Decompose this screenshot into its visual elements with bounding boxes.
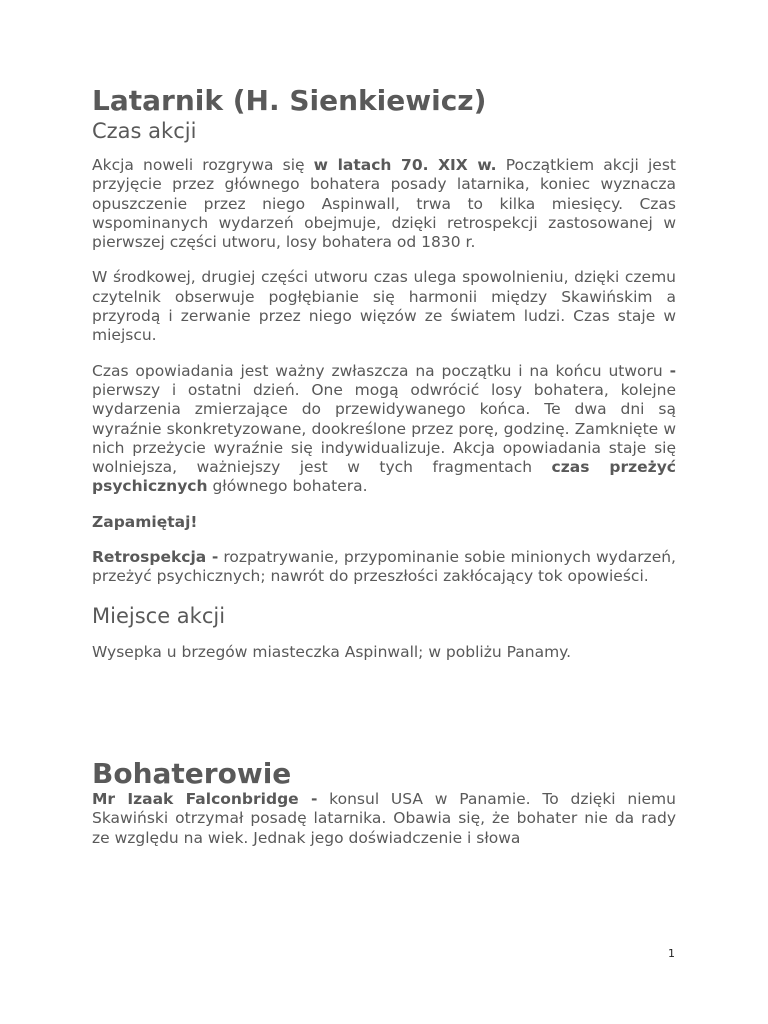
text-segment: Akcja noweli rozgrywa się xyxy=(92,156,314,174)
section-heading-miejsce-akcji: Miejsce akcji xyxy=(92,603,226,628)
bold-term: Mr Izaak Falconbridge - xyxy=(92,789,318,808)
paragraph-czas-akcji-3 xyxy=(92,362,676,497)
paragraph-miejsce-akcji: Wysepka u brzegów miasteczka Aspinwall; w pobliżu Panamy. xyxy=(92,642,572,661)
paragraph-czas-akcji-2: W środkowej, drugiej części utworu czas ulega spowolnieniu, dzięki czemu czytelnik obserwuje pogłębianie się harmonii między Skawińskim a przyrodą i zerwanie przez niego więzów ze światem ludzi. Czas staje w miejscu. xyxy=(92,268,676,345)
blank-space xyxy=(92,662,676,758)
document-title: Latarnik (H. Sienkiewicz) xyxy=(92,84,487,117)
text-segment: konsul USA w Panamie. To dzięki niemu Skawiński otrzymał posadę latarnika. Obawia się, że bohater nie da rady ze względu na wiek. Jednak jego doświadczenie i słowa xyxy=(92,789,676,847)
text-segment: Początkiem akcji jest przyjęcie przez głównego bohatera posady latarnika, koniec wyznacza opuszczenie przez niego Aspinwall, trwa to kilka miesięcy. Czas wspominanych wydarzeń obejmuje, dzięki retrospekcji zastosowanej w pierwszej części utworu, losy bohatera od 1830 r. xyxy=(92,156,676,252)
bold-segment: w latach 70. XIX w. xyxy=(313,156,497,174)
text-segment: głównego bohatera. xyxy=(207,477,368,496)
document-page xyxy=(92,84,676,848)
text-segment: Czas opowiadania jest ważny zwłaszcza na początku i na końcu utworu xyxy=(92,361,670,380)
section-heading-bohaterowie: Bohaterowie xyxy=(92,756,292,790)
bold-segment: Zapamiętaj! xyxy=(92,512,198,531)
section-heading-czas-akcji: Czas akcji xyxy=(92,119,197,143)
bold-term: Retrospekcja - xyxy=(92,548,219,567)
page-number: 1 xyxy=(668,947,675,960)
paragraph-bohater-falconbridge xyxy=(92,790,676,848)
bold-dash: - xyxy=(669,361,676,380)
paragraph-czas-akcji-1 xyxy=(92,156,676,252)
bold-segment: czas przeżyć psychicznych xyxy=(92,458,676,496)
text-segment: pierwszy i ostatni dzień. One mogą odwrócić losy bohatera, kolejne wydarzenia zmierzające do przewidywanego końca. Te dwa dni są wyraźnie skonkretyzowane, dookreślone przez porę, godzinę. Zamknięte w nich przeżycie wyraźnie się indywidualizuje. Akcja opowiadania staje się wolniejsza, ważniejszy jest w tych fragmentach xyxy=(92,380,676,477)
text-segment: rozpatrywanie, przypominanie sobie minionych wydarzeń, przeżyć psychicznych; nawrót do przeszłości zakłócający tok opowieści. xyxy=(92,548,676,586)
paragraph-retrospekcja xyxy=(92,548,676,587)
zapamietaj-label xyxy=(92,513,676,532)
